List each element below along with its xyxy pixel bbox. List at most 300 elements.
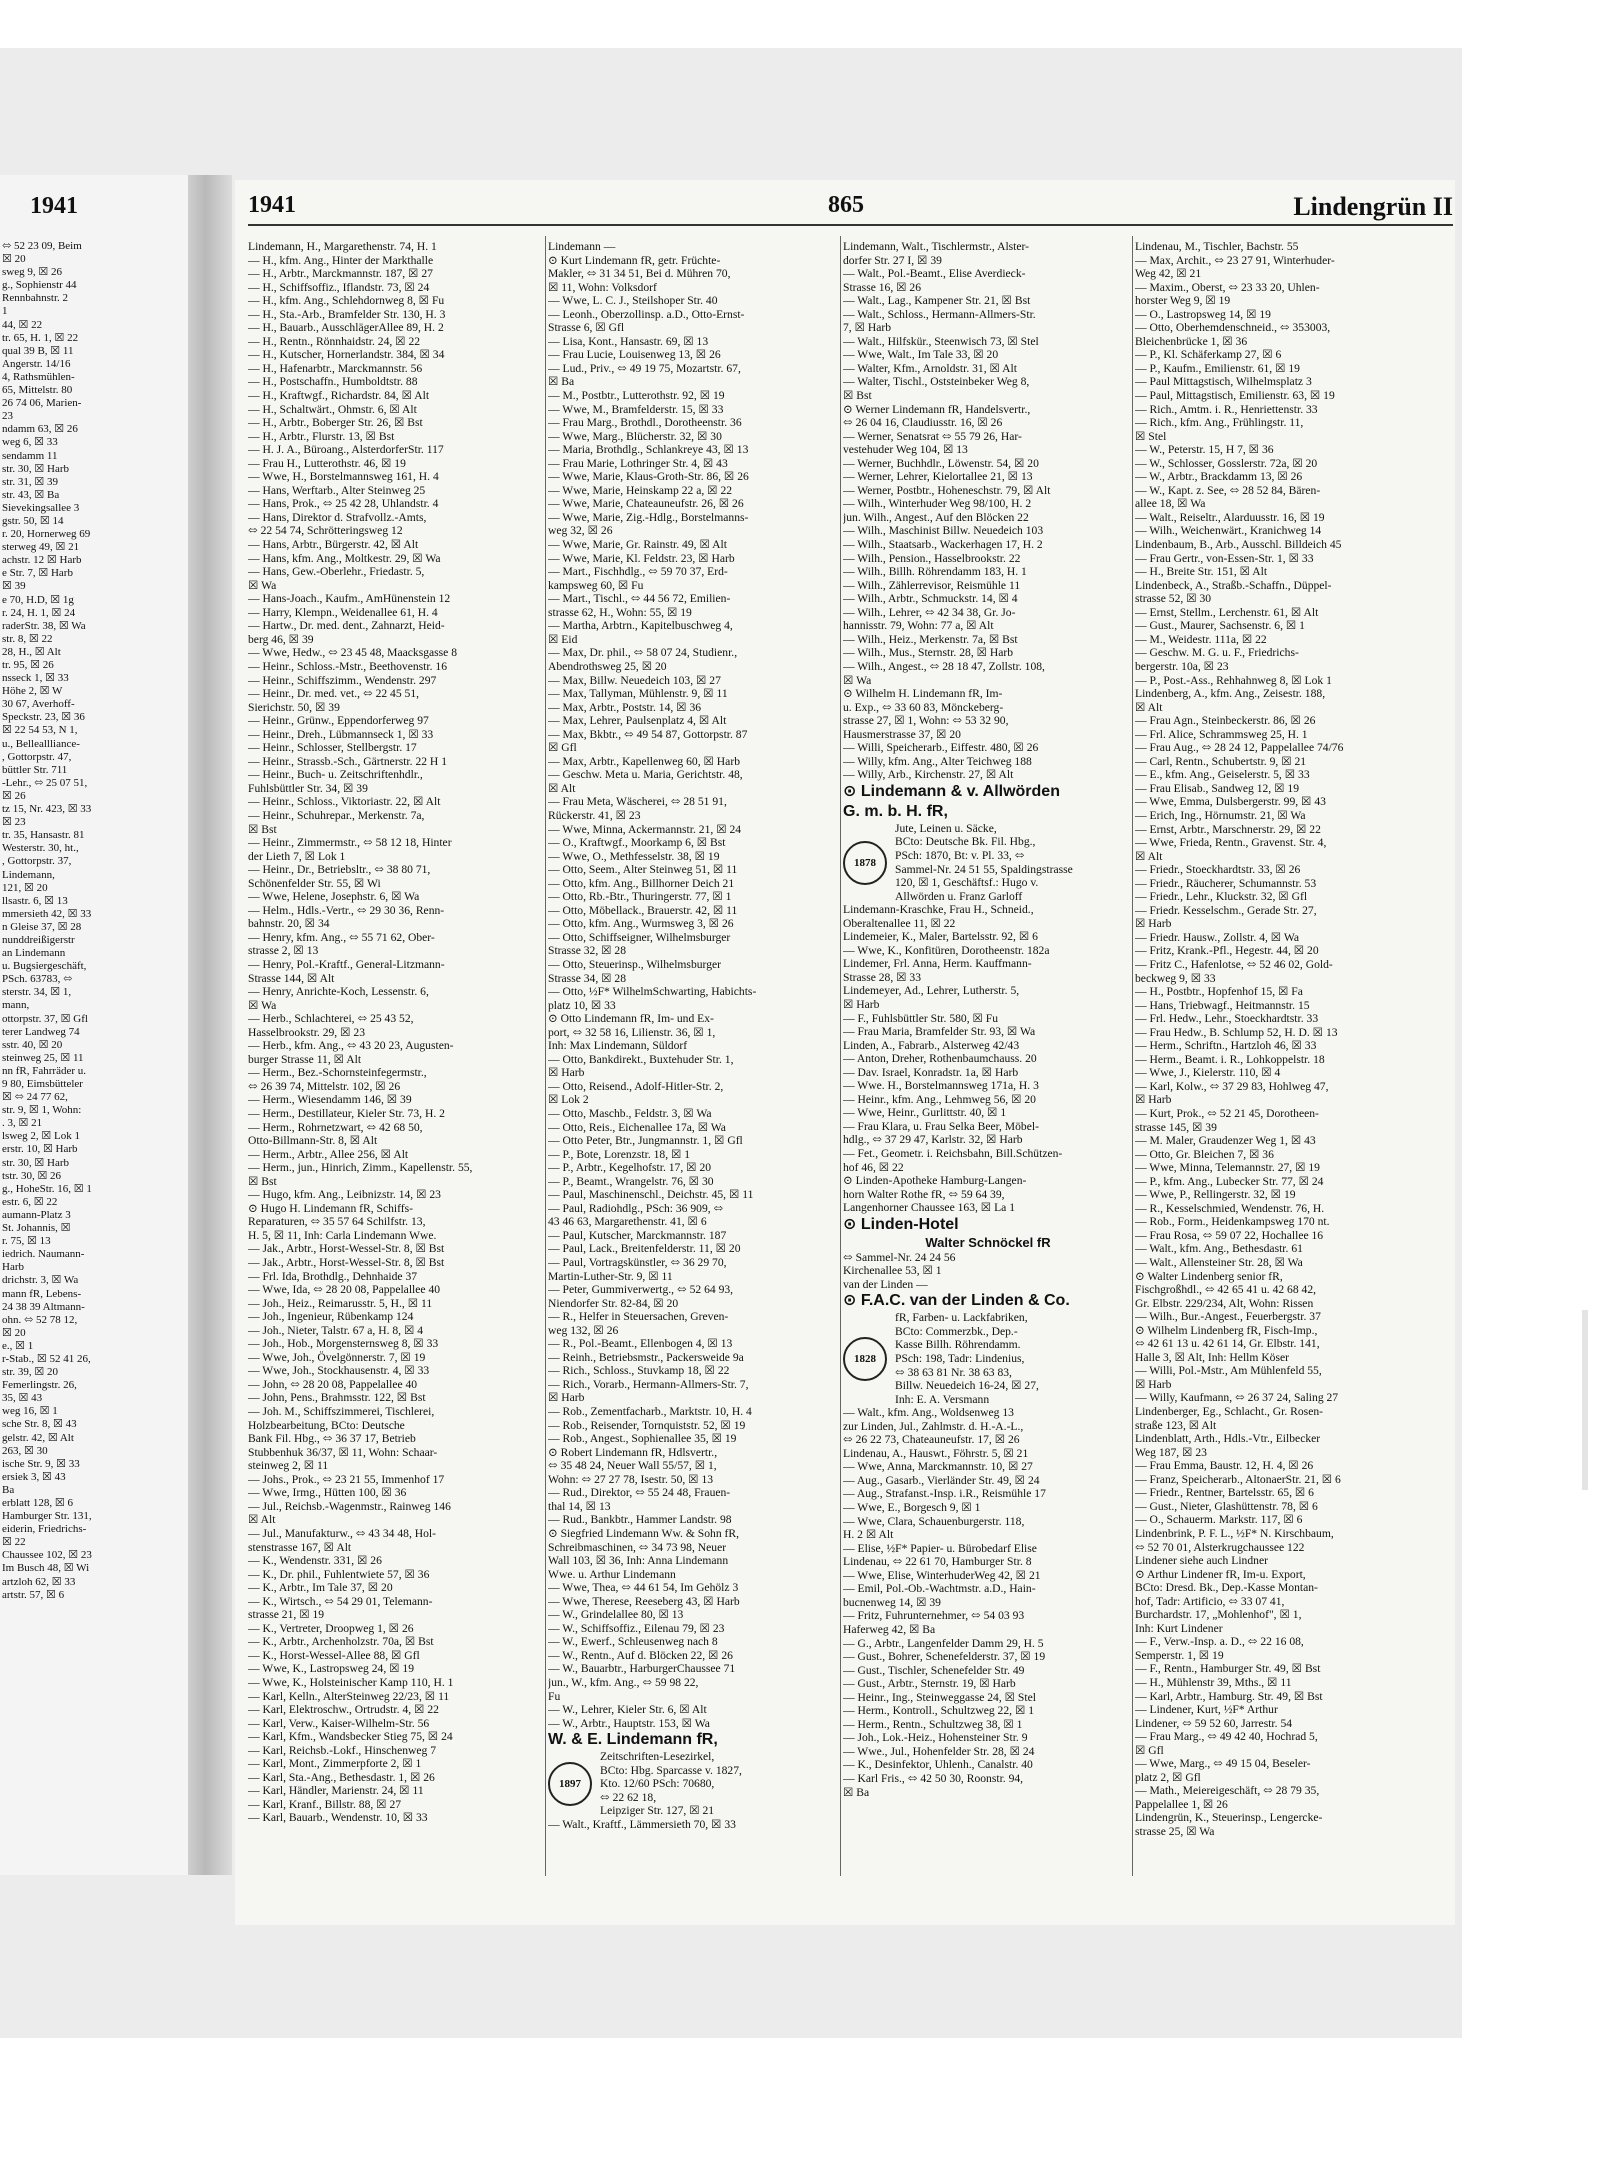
directory-entry-line: — Wwe, L. C. J., Steilshoper Str. 40 [548, 294, 718, 308]
directory-entry-line: — K., Wendenstr. 331, ☒ 26 [248, 1554, 382, 1568]
directory-entry-line: büttler Str. 711 [2, 763, 68, 776]
directory-entry-line: — Jul., Manufakturw., ⬄ 43 34 48, Hol- [248, 1526, 437, 1540]
directory-entry-line: — Friedr., Stoeckhardtstr. 33, ☒ 26 [1135, 863, 1301, 877]
directory-entry-line: — H., Bauarb., AusschlägerAllee 89, H. 2 [248, 321, 444, 335]
directory-entry-line: — Frau Lucie, Louisenweg 13, ☒ 26 [548, 348, 721, 362]
directory-entry-line: Sierichstr. 50, ☒ 39 [248, 700, 340, 714]
ad-line: Inh: E. A. Versmann [895, 1392, 990, 1406]
column-rule [840, 236, 841, 1876]
directory-entry-line: horster Weg 9, ☒ 19 [1135, 294, 1231, 308]
directory-entry-line: ⊙ Hugo H. Lindemann fR, Schiffs- [248, 1201, 414, 1215]
directory-entry-line: — Jul., Reichsb.-Wagenmstr., Rainweg 146 [248, 1499, 451, 1513]
directory-entry-line: — Frau Klara, u. Frau Selka Beer, Möbel- [843, 1119, 1039, 1133]
directory-entry-line: ☒ Harb [548, 1066, 585, 1080]
directory-entry-line: — W., Bauarbtr., HarburgerChaussee 71 [548, 1662, 736, 1676]
directory-entry-line: Lindenau, ⬄ 22 61 70, Hamburger Str. 8 [843, 1555, 1032, 1569]
directory-entry-line: — H., kfm. Ang., Hinter der Markthalle [248, 253, 434, 267]
directory-entry-line: — Wilh., Mus., Sternstr. 28, ☒ Harb [843, 646, 1014, 660]
directory-entry-line: Haferweg 42, ☒ Ba [843, 1622, 936, 1636]
directory-entry-line: — P., Post.-Ass., Rehhahnweg 8, ☒ Lok 1 [1135, 673, 1332, 687]
directory-entry-line: ☒ Harb [1135, 1377, 1172, 1391]
directory-entry-line: — W., Arbtr., Hauptstr. 153, ☒ Wa [548, 1716, 710, 1730]
directory-entry-line: Gr. Elbstr. 229/234, Alt, Wohn: Rissen [1135, 1296, 1314, 1310]
ad-line: Leipziger Str. 127, ☒ 21 [600, 1804, 715, 1818]
directory-entry-line: ☒ 22 [2, 1536, 26, 1549]
directory-entry-line: — G., Arbtr., Langenfelder Damm 29, H. 5 [843, 1636, 1044, 1650]
directory-entry-line: — Otto, Reis., Eichenallee 17a, ☒ Wa [548, 1120, 726, 1134]
directory-entry-line: 35, ☒ 43 [2, 1392, 43, 1405]
directory-entry-line: — Paul, Lack., Breitenfelderstr. 11, ☒ 20 [548, 1242, 741, 1256]
directory-entry-line: — Wwe, P., Rellingerstr. 32, ☒ 19 [1135, 1188, 1296, 1202]
directory-entry-line: — Karl, Arbtr., Hamburg. Str. 49, ☒ Bst [1135, 1689, 1323, 1703]
directory-entry-line: — Ernst, Arbtr., Marschnerstr. 29, ☒ 22 [1135, 822, 1321, 836]
directory-entry-line: 26 74 06, Marien- [2, 397, 82, 410]
directory-entry-line: — Frau Agn., Steinbeckerstr. 86, ☒ 26 [1135, 714, 1316, 728]
directory-entry-line: Wwe. u. Arthur Lindemann [548, 1567, 676, 1581]
directory-entry-line: — Heinr., Schuhrepar., Merkenstr. 7a, [248, 808, 425, 822]
directory-entry-line: — Willy, Arb., Kirchenstr. 27, ☒ Alt [843, 768, 1014, 782]
directory-entry-line: — R., Helfer in Steuersachen, Greven- [548, 1310, 729, 1324]
directory-entry-line: — Wwe, Heinr., Gurlittstr. 40, ☒ 1 [843, 1106, 1007, 1120]
directory-entry-line: ☒ Alt [248, 1513, 276, 1527]
firm-ad-lindemann-w-e [548, 1750, 838, 1818]
directory-entry-line: — Wwe, Minna, Telemannstr. 27, ☒ 19 [1135, 1161, 1320, 1175]
directory-entry-line: — Karl, Mont., Zimmerpforte 2, ☒ 1 [248, 1757, 422, 1771]
directory-entry-line: , Gottorpstr. 37, [2, 855, 72, 868]
directory-entry-line: — Joh., Ingenieur, Rübenkamp 124 [248, 1310, 414, 1324]
directory-entry-line: — Otto, Maschb., Feldstr. 3, ☒ Wa [548, 1107, 712, 1120]
directory-entry-line: ische Str. 9, ☒ 33 [2, 1457, 80, 1470]
directory-entry-line: — P., Kaufm., Emilienstr. 61, ☒ 19 [1135, 361, 1300, 375]
directory-entry-line: — Walt., Lag., Kampener Str. 21, ☒ Bst [843, 294, 1031, 308]
directory-entry-line: — Lindener, Kurt, ½F* Arthur [1135, 1703, 1278, 1717]
directory-entry-line: ☒ Bst [248, 1174, 277, 1188]
directory-entry-line: — Wwe, Marie, Kl. Feldstr. 23, ☒ Harb [548, 551, 735, 565]
directory-entry-line: — H., Sta.-Arb., Bramfelder Str. 130, H. 3 [248, 307, 446, 321]
directory-entry-line: — Gust., Maurer, Sachsenstr. 6, ☒ 1 [1135, 619, 1305, 633]
directory-entry-line: H. 5, ☒ 11, Inh: Carla Lindemann Wwe. [248, 1228, 437, 1242]
directory-entry-line: ☒ Harb [1135, 917, 1172, 931]
directory-entry-line: Strasse 6, ☒ Gfl [548, 321, 625, 335]
directory-entry-line: — Friedr., Rentner, Bartelsstr. 65, ☒ 6 [1135, 1486, 1314, 1500]
directory-entry-line: Strasse 16, ☒ 26 [843, 280, 922, 294]
directory-entry-line: sweg 9, ☒ 26 [2, 266, 62, 279]
directory-entry-line: — Herm., jun., Hinrich, Zimm., Kapellenstr. 55, [248, 1161, 473, 1175]
directory-entry-line: — Wilh., Zählerrevisor, Reismühle 11 [843, 578, 1021, 592]
directory-entry-line: sterstr. 34, ☒ 1, [2, 986, 72, 999]
directory-entry-line: ⊙ Walter Lindenberg senior fR, [1135, 1269, 1283, 1283]
directory-entry-line: — Max, Arbtr., Poststr. 14, ☒ 36 [548, 700, 702, 714]
directory-entry-line: — Rud., Direktor, ⬄ 55 24 48, Frauen- [548, 1486, 731, 1500]
directory-entry-line: — H., Mühlenstr 39, Mths., ☒ 11 [1135, 1675, 1292, 1689]
directory-entry-line: — R., Pol.-Beamt., Ellenbogen 4, ☒ 13 [548, 1337, 733, 1351]
directory-entry-line: — Otto, ½F* WilhelmSchwarting, Habichts- [548, 985, 757, 999]
directory-entry-line: — Geschw. Meta u. Maria, Gerichtstr. 48, [548, 768, 743, 782]
directory-entry-line: — K., Wirtsch., ⬄ 54 29 01, Telemann- [248, 1594, 433, 1608]
directory-entry-line: — Wwe, M., Bramfelderstr. 15, ☒ 33 [548, 402, 724, 416]
directory-entry-line: — Henry, Anrichte-Koch, Lessenstr. 6, [248, 985, 429, 999]
directory-entry-line: — Wwe, O., Methfesselstr. 38, ☒ 19 [548, 849, 720, 863]
directory-entry-line: strasse 52, ☒ 30 [1135, 592, 1212, 606]
directory-entry-line: Lindengrün, K., Steuerinsp., Lengercke- [1135, 1811, 1323, 1825]
directory-entry-line: Lindenblatt, Arth., Hdls.-Vtr., Eilbecker [1135, 1432, 1321, 1446]
directory-entry-line: strasse 27, ☒ 1, Wohn: ⬄ 53 32 90, [843, 714, 1009, 728]
directory-entry-line: weg 16, ☒ 1 [2, 1405, 58, 1418]
ad-line: PSch: 1870, Bt: v. Pl. 33, ⬄ [895, 848, 1025, 862]
directory-entry-line: — Wwe, Marie, Heinskamp 22 a, ☒ 22 [548, 483, 733, 497]
directory-entry-line: ⬄ 42 61 13 u. 42 61 14, Gr. Elbstr. 141, [1135, 1337, 1320, 1351]
directory-entry-line: — Henry, Pol.-Kraftf., General-Litzmann- [248, 957, 445, 971]
directory-entry-line: — Rob., Zementfacharb., Marktstr. 10, H. 4 [548, 1405, 752, 1419]
directory-entry-line: — R., Kesselschmied, Wendenstr. 76, H. [1135, 1201, 1325, 1215]
directory-entry-line: drichstr. 3, ☒ Wa [2, 1274, 79, 1287]
directory-entry-line: — Heinr., Grünw., Eppendorferweg 97 [248, 714, 429, 728]
directory-entry-line: Weg 42, ☒ 21 [1135, 267, 1202, 281]
directory-entry-line: ndamm 63, ☒ 26 [2, 423, 78, 436]
directory-entry-line: — Otto, Rb.-Btr., Thuringerstr. 77, ☒ 1 [548, 890, 732, 904]
directory-entry-line: — Paul, Vortragskünstler, ⬄ 36 29 70, [548, 1256, 727, 1270]
directory-entry-line: — Wwe, Ida, ⬄ 28 20 08, Pappelallee 40 [248, 1283, 441, 1297]
directory-entry-line: u., Belleallliance- [2, 737, 80, 750]
directory-entry-line: hof 46, ☒ 22 [843, 1160, 904, 1174]
ad-line: fR, Farben- u. Lackfabriken, [895, 1311, 1028, 1325]
directory-entry-line: Langenhorner Chaussee 163, ☒ La 1 [843, 1201, 1016, 1215]
directory-entry-line: — Joh., Heiz., Reimarusstr. 5, H., ☒ 11 [248, 1296, 433, 1310]
directory-entry-line: ☒ Eid [548, 632, 578, 646]
directory-entry-line: — Herm., Bez.-Schornsteinfegermstr., [248, 1066, 427, 1080]
directory-entry-line: thal 14, ☒ 13 [548, 1499, 611, 1513]
directory-entry-line: — Wwe, Marg., Blücherstr. 32, ☒ 30 [548, 429, 722, 443]
directory-entry-line: straße 123, ☒ Alt [1135, 1418, 1217, 1432]
directory-entry-line: Burchardstr. 17, „Mohlenhof", ☒ 1, [1135, 1608, 1302, 1622]
directory-entry-line: vestehuder Weg 104, ☒ 13 [843, 443, 968, 457]
directory-entry-line: — Heinr., Schloss., Viktoriastr. 22, ☒ Alt [248, 795, 441, 809]
directory-entry-line: Schreibmaschinen, ⬄ 34 73 98, Neuer [548, 1540, 727, 1554]
directory-entry-line: Lindenau, A., Hauswt., Föhrstr. 5, ☒ 21 [843, 1446, 1029, 1460]
directory-entry-line: — Mart., Fischhdlg., ⬄ 59 70 37, Erd- [548, 565, 728, 579]
directory-entry-line: mann fR, Lebens- [2, 1287, 82, 1300]
directory-entry-line: -Lehr., ⬄ 25 07 51, [2, 776, 88, 789]
directory-entry-line: — John, ⬄ 28 20 08, Pappelallee 40 [248, 1377, 418, 1391]
directory-entry-line: kampsweg 60, ☒ Fu [548, 578, 644, 592]
directory-entry-line: — Wilh., Angest., ⬄ 28 18 47, Zollstr. 108, [843, 659, 1045, 673]
directory-column-2 [548, 240, 838, 1920]
firm-ad-title: ⊙ Lindemann & v. Allwörden [843, 782, 1060, 800]
directory-entry-line: — Willy, Kaufmann, ⬄ 26 37 24, Saling 27 [1135, 1391, 1339, 1405]
directory-entry-line: Otto-Billmann-Str. 8, ☒ Alt [248, 1134, 378, 1148]
directory-entry-line: 263, ☒ 30 [2, 1444, 48, 1457]
directory-entry-line: — H., Hafenarbtr., Marckmannstr. 56 [248, 361, 423, 375]
directory-entry-line: — Wwe. H., Borstelmannsweg 171a, H. 3 [843, 1079, 1039, 1093]
directory-entry-line: — W., Ewerf., Schleusenweg nach 8 [548, 1635, 718, 1649]
directory-entry-line: — H., Rentn., Rönnhaidstr. 24, ☒ 22 [248, 334, 421, 348]
directory-entry-line: ⬄ 26 04 16, Claudiusstr. 16, ☒ 26 [843, 416, 1003, 430]
directory-entry-line: sche Str. 8, ☒ 43 [2, 1418, 77, 1431]
directory-entry-line: achstr. 12 ☒ Harb [2, 554, 82, 567]
directory-entry-line: r-Stab., ☒ 52 41 26, [2, 1352, 91, 1365]
directory-entry-line: — Werner, Lehrer, Kielortallee 21, ☒ 13 [843, 470, 1033, 484]
directory-entry-line: — Herm., Beamt. i. R., Lohkoppelstr. 18 [1135, 1052, 1325, 1066]
directory-entry-line: ⊙ Robert Lindemann fR, Hdlsvertr., [548, 1445, 718, 1459]
directory-entry-line: — W., Grindelallee 80, ☒ 13 [548, 1608, 684, 1622]
directory-entry-line: Pappelallee 1, ☒ 26 [1135, 1797, 1228, 1811]
directory-entry-line: — K., Arbtr., Im Tale 37, ☒ 20 [248, 1581, 393, 1595]
ad-line: Kto. 12/60 PSch: 70680, [600, 1777, 715, 1791]
directory-entry-line: — Reinh., Betriebsmstr., Packersweide 9a [548, 1350, 744, 1364]
directory-entry-line: — H., Schiffsoffiz., Iflandstr. 73, ☒ 24 [248, 280, 430, 294]
directory-entry-line: , Gottorpstr. 47, [2, 750, 72, 763]
directory-entry-line: — W., Rentn., Auf d. Blöcken 22, ☒ 26 [548, 1648, 733, 1662]
directory-entry-line: — Hugo, kfm. Ang., Leibnizstr. 14, ☒ 23 [248, 1188, 441, 1202]
directory-entry-line: ☒ Bst [843, 389, 872, 403]
directory-entry-line: — F., Rentn., Hamburger Str. 49, ☒ Bst [1135, 1662, 1321, 1676]
directory-entry-line: — Rud., Bankbtr., Hammer Landstr. 98 [548, 1513, 732, 1527]
directory-entry-line: — Otto, Oberhemdenschneid., ⬄ 353003, [1135, 321, 1331, 335]
directory-entry-line: — Herm., Wiesendamm 146, ☒ 39 [248, 1093, 412, 1107]
directory-entry-line: ☒ Gfl [548, 741, 577, 755]
directory-entry-line: — Aug., Gasarb., Vierländer Str. 49, ☒ 24 [843, 1473, 1040, 1487]
directory-entry-line: ☒ 20 [2, 1326, 26, 1339]
ad-text [895, 822, 1073, 903]
directory-entry-line: 65, Mittelstr. 80 [2, 384, 73, 397]
directory-entry-line: 30 67, Averhoff- [2, 698, 75, 711]
directory-entry-line: jun., W., kfm. Ang., ⬄ 59 98 22, [548, 1675, 699, 1689]
directory-entry-line: Reparaturen, ⬄ 35 57 64 Schilfstr. 13, [248, 1215, 426, 1229]
directory-entry-line: der Lieth 7, ☒ Lok 1 [248, 849, 346, 863]
directory-entry-line: — Otto, kfm. Ang., Wurmsweg 3, ☒ 26 [548, 917, 734, 931]
directory-entry-line: — Heinr., kfm. Ang., Lehmweg 56, ☒ 20 [843, 1092, 1036, 1106]
directory-entry-line: — Peter, Gummiverwertg., ⬄ 52 64 93, [548, 1283, 734, 1297]
directory-entry-line: ⬄ 26 39 74, Mittelstr. 102, ☒ 26 [248, 1079, 401, 1093]
directory-entry-line: — Wilh., Heiz., Merkenstr. 7a, ☒ Bst [843, 632, 1018, 646]
directory-entry-line: — Wwe, Emma, Dulsbergerstr. 99, ☒ 43 [1135, 795, 1326, 809]
directory-entry-line: — H., Kutscher, Hornerlandstr. 384, ☒ 34 [248, 348, 445, 362]
directory-entry-line: — K., Arbtr., Archenholzstr. 70a, ☒ Bst [248, 1635, 434, 1649]
directory-entry-line: Abendrothsweg 25, ☒ 20 [548, 659, 667, 673]
directory-entry-line: — Frau Rosa, ⬄ 59 07 22, Hochallee 16 [1135, 1228, 1324, 1242]
directory-entry-line: hdlg., ⬄ 37 29 47, Karlstr. 32, ☒ Harb [843, 1133, 1023, 1147]
directory-entry-line: — Walt., Hilfskür., Steenwisch 73, ☒ Stel [843, 334, 1039, 348]
directory-entry-line: Chaussee 102, ☒ 23 [2, 1549, 92, 1562]
directory-entry-line: — Wilh., Staatsarb., Wackerhagen 17, H. 2 [843, 538, 1043, 552]
directory-entry-line: — Otto, Seem., Alter Steinweg 51, ☒ 11 [548, 863, 738, 877]
ad-line: Zeitschriften-Lesezirkel, [600, 1750, 715, 1764]
directory-entry-line: Angerstr. 14/16 [2, 357, 71, 370]
directory-entry-line: — Max, Archit., ⬄ 23 27 91, Winterhuder- [1135, 253, 1335, 267]
directory-entry-line: Rückerstr. 41, ☒ 23 [548, 808, 641, 822]
directory-entry-line: — Heinr., Dr. med. vet., ⬄ 22 45 51, [248, 687, 420, 701]
directory-entry-line: — Aug., Strafanst.-Insp. i.R., Reismühle 17 [843, 1487, 1046, 1501]
directory-entry-line: — O., Schauerm. Markstr. 117, ☒ 6 [1135, 1513, 1303, 1527]
directory-entry-line: — Herm., Rentn., Schultzweg 38, ☒ 1 [843, 1717, 1023, 1731]
directory-entry-line: nsseck 1, ☒ 33 [2, 672, 69, 685]
directory-entry-line: — Karl, Sta.-Ang., Bethesdastr. 1, ☒ 26 [248, 1770, 435, 1784]
directory-entry-line: Sievekingsallee 3 [2, 501, 80, 514]
directory-entry-line: — Gust., Nieter, Glashüttenstr. 78, ☒ 6 [1135, 1499, 1318, 1513]
directory-entry-line: — Walter, Kfm., Arnoldstr. 31, ☒ Alt [843, 361, 1017, 375]
directory-entry-line: H. 2 ☒ Alt [843, 1528, 894, 1542]
directory-entry-line: ☒ Alt [548, 781, 576, 795]
directory-entry-line: sstr. 40, ☒ 20 [2, 1038, 63, 1051]
directory-entry-line: — Frau Hedw., B. Schlump 52, H. D. ☒ 13 [1135, 1025, 1338, 1039]
directory-entry-line: port, ⬄ 32 58 16, Lilienstr. 36, ☒ 1, [548, 1025, 716, 1039]
directory-entry-line: 43 46 63, Margarethenstr. 41, ☒ 6 [548, 1215, 707, 1229]
directory-entry-line: — P., Arbtr., Kegelhofstr. 17, ☒ 20 [548, 1161, 712, 1175]
directory-entry-line: Fuhlsbüttler Str. 34, ☒ 39 [248, 781, 368, 795]
directory-entry-line: — Paul, Radiohdlg., PSch: 36 909, ⬄ [548, 1201, 724, 1215]
directory-entry-line: Holzbearbeitung, BCto: Deutsche [248, 1418, 405, 1432]
directory-entry-line: — Wwe, Hedw., ⬄ 23 45 48, Maacksgasse 8 [248, 646, 458, 660]
directory-entry-line: lsweg 2, ☒ Lok 1 [2, 1130, 80, 1143]
directory-entry-line: — F., Fuhlsbüttler Str. 580, ☒ Fu [843, 1011, 999, 1025]
directory-entry-line: — Otto, Möbellack., Brauerstr. 42, ☒ 11 [548, 903, 738, 917]
directory-entry-line: — Friedr. Hausw., Zollstr. 4, ☒ Wa [1135, 930, 1300, 944]
directory-entry-line: — Wwe, Helene, Josephstr. 6, ☒ Wa [248, 890, 420, 904]
directory-entry-line: tr. 65, H. 1, ☒ 22 [2, 331, 79, 344]
directory-entry-line: strasse 2, ☒ 13 [248, 944, 319, 958]
directory-entry-line: gelstr. 42, ☒ Alt [2, 1431, 74, 1444]
directory-entry-line: Lindemer, Frl. Anna, Herm. Kauffmann- [843, 957, 1032, 971]
directory-entry-line: — Joh., Lok.-Heiz., Hohensteiner Str. 9 [843, 1731, 1028, 1745]
directory-entry-line: — Wwe, Marie, Zig.-Hdlg., Borstelmanns- [548, 510, 749, 524]
directory-entry-line: ☒ Wa [248, 578, 277, 592]
directory-entry-line: Martin-Luther-Str. 9, ☒ 11 [548, 1269, 673, 1283]
directory-entry-line: — Johs., Prok., ⬄ 23 21 55, Immenhof 17 [248, 1472, 445, 1486]
directory-entry-line: Lindenau, M., Tischler, Bachstr. 55 [1135, 240, 1299, 253]
directory-entry-line: — P., kfm. Ang., Lubecker Str. 77, ☒ 24 [1135, 1174, 1324, 1188]
directory-entry-line: Höhe 2, ☒ W [2, 685, 63, 698]
directory-entry-line: — Wwe, Irmg., Hütten 100, ☒ 36 [248, 1486, 407, 1500]
directory-entry-line: — Hans, Prok., ⬄ 25 42 28, Uhlandstr. 4 [248, 497, 439, 511]
directory-entry-line: — Wwe, Marie, Chateauneufstr. 26, ☒ 26 [548, 497, 744, 511]
directory-entry-line: llsastr. 6, ☒ 13 [2, 894, 68, 907]
directory-entry-line: Lindenbaum, B., Arb., Ausschl. Billdeich 45 [1135, 538, 1342, 552]
directory-entry-line: — Willi, Speicherarb., Eiffestr. 480, ☒ 26 [843, 741, 1039, 755]
directory-entry-line: ☒ 26 [2, 789, 26, 802]
directory-entry-line: — Jak., Arbtr., Horst-Wessel-Str. 8, ☒ Bst [248, 1256, 445, 1270]
directory-entry-line: tr. 95, ☒ 26 [2, 659, 54, 671]
directory-entry-line: — Erich, Ing., Hörnumstr. 21, ☒ Wa [1135, 808, 1306, 822]
directory-entry-line: — Herm., Rohrnetzwart, ⬄ 42 68 50, [248, 1120, 423, 1134]
directory-entry-line: tz 15, Nr. 423, ☒ 33 [2, 803, 92, 816]
directory-entry-line: ⊙ Siegfried Lindemann Ww. & Sohn fR, [548, 1526, 740, 1540]
hotel-ad-owner: Walter Schnöckel fR [925, 1234, 1051, 1250]
directory-entry-line: — Rich., kfm. Ang., Frühlingstr. 11, [1135, 416, 1304, 430]
directory-entry-line: — Karl, Händler, Marienstr. 24, ☒ 11 [248, 1784, 424, 1798]
directory-entry-line: — Leonh., Oberzollinsp. a.D., Otto-Ernst- [548, 307, 745, 321]
directory-entry-line: Westerstr. 30, ht., [2, 842, 79, 855]
directory-entry-line: Bank Fil. Hbg., ⬄ 36 37 17, Betrieb [248, 1432, 416, 1446]
directory-entry-line: — Max, Dr. phil., ⬄ 58 07 24, Studienr., [548, 646, 738, 660]
directory-entry-line: — Fet., Geometr. i. Reichsbahn, Bill.Schützen- [843, 1147, 1063, 1160]
directory-entry-line: — Friedr., Räucherer, Schumannstr. 53 [1135, 876, 1317, 890]
directory-entry-line: strasse 62, H., Wohn: 55, ☒ 19 [548, 605, 692, 619]
directory-entry-line: — Otto Peter, Btr., Jungmannstr. 1, ☒ Gfl [548, 1134, 743, 1148]
directory-entry-line: — Willi, Pol.-Mstr., Am Mühlenfeld 55, [1135, 1364, 1322, 1378]
directory-entry-line: Lindemann, H., Margarethenstr. 74, H. 1 [248, 240, 437, 253]
directory-entry-line: — Lud., Priv., ⬄ 49 19 75, Mozartstr. 67, [548, 361, 741, 375]
directory-entry-line: — Geschw. M. G. u. F., Friedrichs- [1135, 646, 1299, 660]
directory-entry-line: — M., Postbtr., Lutterothstr. 92, ☒ 19 [548, 389, 725, 403]
directory-entry-line: Wall 103, ☒ 36, Inh: Anna Lindemann [548, 1554, 729, 1568]
directory-entry-line: — Dav. Israel, Konradstr. 1a, ☒ Harb [843, 1065, 1019, 1079]
directory-entry-line: — Wwe, K., Holsteinischer Kamp 110, H. 1 [248, 1675, 454, 1689]
directory-entry-line: — Wwe, J., Kielerstr. 110, ☒ 4 [1135, 1066, 1281, 1080]
directory-entry-line: — P., Bote, Lorenzstr. 18, ☒ 1 [548, 1147, 691, 1161]
directory-entry-line: — Otto, Gr. Bleichen 7, ☒ 36 [1135, 1147, 1274, 1161]
directory-entry-line: Bleichenbrücke 1, ☒ 36 [1135, 334, 1248, 348]
directory-entry-line: — Wwe, Anna, Marckmannstr. 10, ☒ 27 [843, 1460, 1033, 1474]
directory-entry-line: ☒ Ba [843, 1785, 870, 1799]
directory-entry-line: Inh: Max Lindemann, Süldorf [548, 1039, 688, 1053]
firm-ad-lindemann-allwoerden [843, 822, 1133, 903]
directory-entry-line: ☒ Harb [1135, 1093, 1172, 1107]
directory-entry-line: ⬄ Sammel-Nr. 24 24 56 [843, 1250, 956, 1264]
directory-entry-line: — Frau Elisab., Sandweg 12, ☒ 19 [1135, 781, 1299, 795]
directory-entry-line: e Str. 7, ☒ Harb [2, 567, 73, 580]
directory-entry-line: . 3, ☒ 21 [2, 1117, 43, 1130]
directory-entry-line: e 70, H.D, ☒ 1g [2, 593, 74, 606]
directory-entry-line: Niendorfer Str. 82-84, ☒ 20 [548, 1296, 679, 1310]
directory-entry-line: — Wwe, Minna, Ackermannstr. 21, ☒ 24 [548, 822, 742, 836]
directory-entry-line: ☒ Alt [1135, 700, 1163, 714]
directory-entry-line: — Frau Meta, Wäscherei, ⬄ 28 51 91, [548, 795, 727, 809]
directory-entry-line: — E., kfm. Ang., Geiselerstr. 5, ☒ 33 [1135, 768, 1310, 782]
directory-entry-line: — Heinr., Buch- u. Zeitschriftenhdlr., [248, 768, 423, 782]
directory-entry-line: — W., Schiffsoffiz., Eilenau 79, ☒ 23 [548, 1621, 725, 1635]
directory-entry-line: ☒ Ba [548, 375, 575, 389]
directory-entry-line: — Walt., kfm. Ang., Woldsenweg 13 [843, 1406, 1014, 1420]
directory-entry-line: Lindemeyer, Ad., Lehrer, Lutherstr. 5, [843, 984, 1020, 998]
directory-entry-line: qual 39 B, ☒ 11 [2, 344, 74, 357]
directory-entry-line: — Karl, Bauarb., Wendenstr. 10, ☒ 33 [248, 1811, 428, 1825]
directory-entry-line: — Math., Meiereigeschäft, ⬄ 28 79 35, [1135, 1784, 1320, 1798]
directory-entry-line: — Fritz, Krank.-Pfl., Hegestr. 44, ☒ 20 [1135, 944, 1319, 958]
directory-entry-line: — K., Dr. phil., Fuhlentwiete 57, ☒ 36 [248, 1567, 430, 1581]
directory-entry-line: ersiek 3, ☒ 43 [2, 1470, 66, 1483]
directory-entry-line: 7, ☒ Harb [843, 321, 892, 335]
directory-entry-line: 24 38 39 Altmann- [2, 1300, 85, 1313]
directory-entry-line: u. Bugsiergeschäft, [2, 960, 87, 973]
directory-entry-line: Lindenberger, Eg., Schlacht., Gr. Rosen- [1135, 1405, 1323, 1419]
directory-entry-line: — Lisa, Kont., Hansastr. 69, ☒ 13 [548, 334, 709, 348]
directory-entry-line: weg 32, ☒ 26 [548, 524, 613, 538]
directory-entry-line: Lindenbeck, A., Straßb.-Schaffn., Düppel- [1135, 578, 1332, 592]
directory-entry-line: ⬄ 26 22 73, Chateauneufstr. 17, ☒ 26 [843, 1433, 1020, 1447]
directory-entry-line: Strasse 34, ☒ 28 [548, 971, 627, 985]
directory-entry-line: bucnenweg 14, ☒ 39 [843, 1595, 941, 1609]
directory-entry-line: — Heinr., Dreh., Lübmannseck 1, ☒ 33 [248, 727, 434, 741]
directory-entry-line: ☒ Bst [248, 822, 277, 836]
ad-line: Kasse Billh. Röhrendamm. [895, 1338, 1021, 1352]
directory-entry-line: ⊙ Linden-Apotheke Hamburg-Langen- [843, 1174, 1027, 1188]
directory-entry-line: Lindemann, [2, 868, 55, 881]
directory-entry-line: ☒ Gfl [1135, 1743, 1164, 1757]
directory-entry-line: Semperstr. 1, ☒ 19 [1135, 1648, 1224, 1662]
directory-entry-line: — Max, Lehrer, Paulsenplatz 4, ☒ Alt [548, 714, 727, 728]
directory-entry-line: Femerlingstr. 26, [2, 1379, 77, 1392]
directory-entry-line: — Wwe, Therese, Reeseberg 43, ☒ Harb [548, 1594, 740, 1608]
directory-entry-line: jun. Wilh., Angest., Auf den Blöcken 22 [843, 510, 1029, 524]
directory-entry-line: horn Walter Rothe fR, ⬄ 59 64 39, [843, 1187, 1005, 1201]
directory-entry-line: — Rob., Reisender, Tornquiststr. 52, ☒ 19 [548, 1418, 746, 1432]
directory-entry-line: ☒ 20 [2, 253, 26, 266]
directory-entry-line: — Ernst, Stellm., Lerchenstr. 61, ☒ Alt [1135, 605, 1319, 619]
directory-entry-line: — Fritz, Fuhrunternehmer, ⬄ 54 03 93 [843, 1609, 1025, 1623]
directory-entry-line: — Wwe, Walt., Im Tale 33, ☒ 20 [843, 348, 999, 362]
directory-entry-line: 23 [2, 410, 13, 423]
directory-entry-line: — Walter, Tischl., Oststeinbeker Weg 8, [843, 375, 1030, 389]
